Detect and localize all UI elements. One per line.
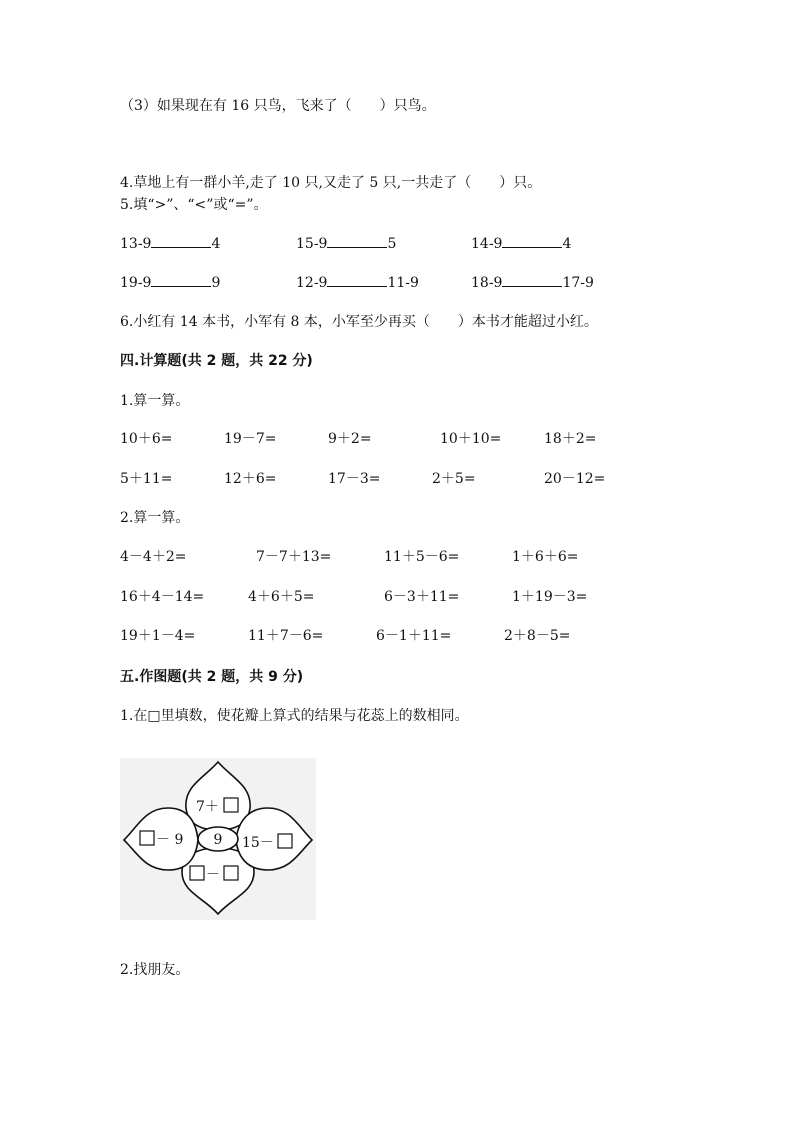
- compare-item: [120, 233, 220, 254]
- answer-blank[interactable]: [502, 272, 562, 287]
- compare-left: 19-9: [120, 275, 152, 291]
- calc-expression: 10＋10=: [440, 431, 502, 447]
- calc-expression: 18＋2=: [544, 431, 597, 447]
- compare-item: [471, 233, 571, 254]
- compare-right: 9: [211, 275, 221, 291]
- compare-right: 5: [387, 236, 397, 252]
- calc-2-title: 2.算一算。: [120, 510, 190, 526]
- compare-right: 4: [562, 236, 572, 252]
- compare-left: 18-9: [471, 275, 503, 291]
- compare-right: 4: [211, 236, 221, 252]
- calc-expression: 10＋6=: [120, 431, 173, 447]
- calc-1-title: 1.算一算。: [120, 393, 190, 409]
- compare-item: [120, 272, 220, 293]
- question-6: 6.小红有 14 本书，小军有 8 本，小军至少再买（ ）本书才能超过小红。: [120, 314, 598, 330]
- calc-expression: 20－12=: [544, 471, 606, 487]
- compare-right: 11-9: [387, 275, 419, 291]
- top-petal-expression: 7＋: [196, 799, 219, 815]
- calc-expression: 7－7＋13=: [256, 549, 332, 565]
- calc-expression: 5＋11=: [120, 471, 173, 487]
- calc-expression: 6－1＋11=: [376, 628, 452, 644]
- question-5: 5.填“>”、“<”或“=”。: [120, 197, 268, 213]
- answer-box[interactable]: [224, 866, 238, 880]
- answer-box[interactable]: [190, 866, 204, 880]
- right-petal-expression: 15－: [242, 835, 274, 851]
- answer-box[interactable]: [224, 798, 238, 812]
- left-petal-expression: － 9: [156, 832, 184, 848]
- center-number: 9: [213, 832, 223, 848]
- compare-left: 15-9: [296, 236, 328, 252]
- calc-expression: 17－3=: [328, 471, 381, 487]
- calc-expression: 1＋6＋6=: [512, 549, 579, 565]
- calc-expression: 12＋6=: [224, 471, 277, 487]
- question-3-subpart: （3）如果现在有 16 只鸟，飞来了（ ）只鸟。: [120, 98, 436, 114]
- section-5-heading: 五.作图题(共 2 题，共 9 分): [120, 669, 304, 685]
- bottom-petal-operator: －: [206, 867, 220, 883]
- flower-diagram: [120, 758, 316, 920]
- section-4-heading: 四.计算题(共 2 题，共 22 分): [120, 353, 313, 369]
- compare-item: [296, 233, 396, 254]
- calc-expression: 2＋8－5=: [504, 628, 571, 644]
- compare-right: 17-9: [562, 275, 594, 291]
- calc-expression: 6－3＋11=: [384, 589, 460, 605]
- answer-blank[interactable]: [151, 272, 211, 287]
- calc-expression: 2＋5=: [432, 471, 476, 487]
- calc-expression: 11＋7－6=: [248, 628, 324, 644]
- calc-expression: 4＋6＋5=: [248, 589, 315, 605]
- calc-expression: 1＋19－3=: [512, 589, 588, 605]
- calc-expression: 19＋1－4=: [120, 628, 196, 644]
- compare-item: [471, 272, 594, 293]
- calc-expression: 9＋2=: [328, 431, 372, 447]
- calc-expression: 19－7=: [224, 431, 277, 447]
- compare-left: 12-9: [296, 275, 328, 291]
- answer-blank[interactable]: [151, 233, 211, 248]
- answer-blank[interactable]: [327, 233, 387, 248]
- compare-left: 13-9: [120, 236, 152, 252]
- answer-box[interactable]: [278, 834, 292, 848]
- calc-expression: 11＋5－6=: [384, 549, 460, 565]
- calc-expression: 16＋4－14=: [120, 589, 205, 605]
- answer-blank[interactable]: [502, 233, 562, 248]
- draw-2-title: 2.找朋友。: [120, 962, 190, 978]
- compare-item: [296, 272, 419, 293]
- calc-expression: 4－4＋2=: [120, 549, 187, 565]
- compare-left: 14-9: [471, 236, 503, 252]
- answer-blank[interactable]: [327, 272, 387, 287]
- draw-1-title: 1.在□里填数，使花瓣上算式的结果与花蕊上的数相同。: [120, 708, 469, 724]
- question-4: 4.草地上有一群小羊,走了 10 只,又走了 5 只,一共走了（ ）只。: [120, 175, 542, 191]
- answer-box[interactable]: [140, 831, 154, 845]
